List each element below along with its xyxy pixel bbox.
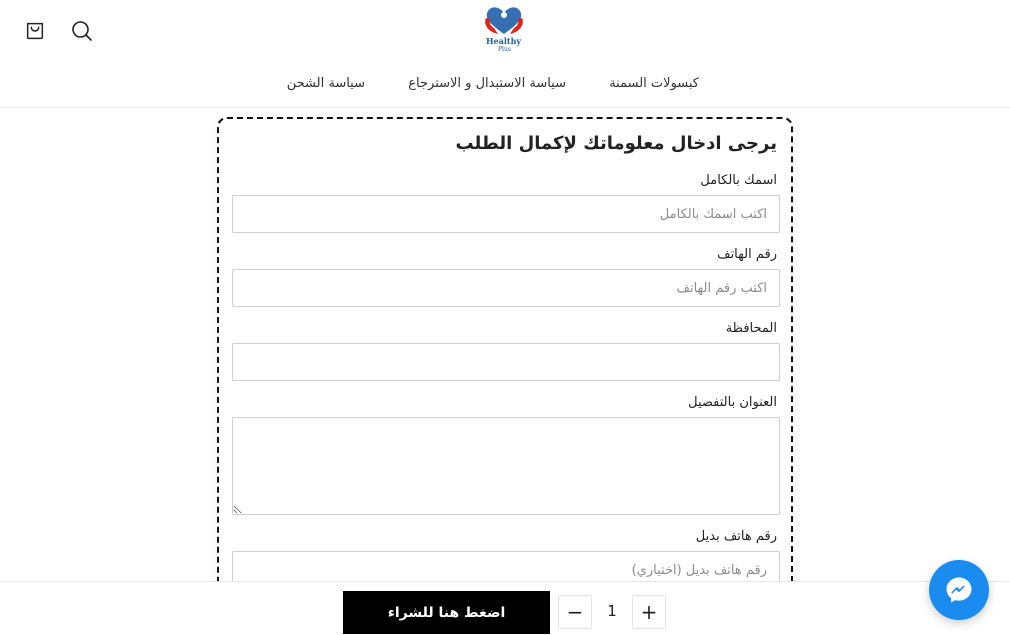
full-name-input[interactable] <box>232 195 780 233</box>
messenger-icon <box>944 575 974 605</box>
quantity-value: 1 <box>607 602 617 620</box>
governorate-input[interactable] <box>232 343 780 381</box>
phone-input[interactable] <box>232 269 780 307</box>
nav-link-return-policy[interactable]: سياسة الاستبدال و الاسترجاع <box>408 76 566 91</box>
order-form <box>217 117 793 635</box>
nav-link-weight-gain-capsules[interactable]: كبسولات السمنة <box>609 76 699 91</box>
governorate-label: المحافظة <box>725 321 777 336</box>
nav-link-shipping-policy[interactable]: سياسة الشحن <box>286 76 365 91</box>
search-icon[interactable] <box>67 16 97 46</box>
alt-phone-label: رقم هاتف بديل <box>695 529 777 544</box>
site-logo[interactable] <box>480 4 528 56</box>
address-textarea[interactable] <box>232 417 780 515</box>
address-label: العنوان بالتفصيل <box>688 395 777 410</box>
sticky-purchase-bar <box>0 581 1010 635</box>
form-title: يرجى ادخال معلوماتك لإكمال الطلب <box>455 133 777 154</box>
main-nav <box>0 76 1010 96</box>
logo-text: Healthy <box>486 36 522 46</box>
shopping-bag-icon[interactable] <box>20 16 50 46</box>
phone-label: رقم الهاتف <box>717 247 777 262</box>
quantity-decrease-button[interactable]: − <box>558 595 592 629</box>
full-name-label: اسمك بالكامل <box>700 173 777 188</box>
site-header <box>0 0 1010 108</box>
logo-subtext: Plus <box>498 46 511 53</box>
quantity-increase-button[interactable]: + <box>632 595 666 629</box>
buy-button[interactable]: اضغط هنا للشراء <box>343 591 550 634</box>
messenger-chat-button[interactable] <box>929 560 989 620</box>
